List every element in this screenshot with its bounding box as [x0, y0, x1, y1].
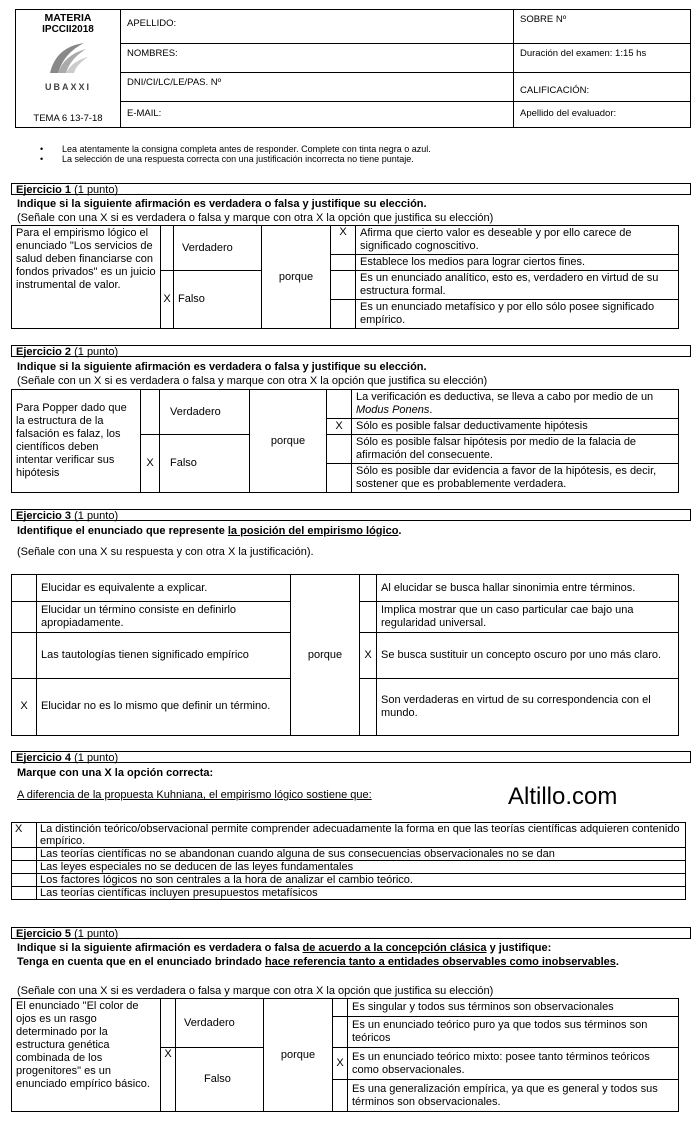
ex5-statement: El enunciado "El color de ojos es un rasgo determinado por la estructura genética combinada de los progenitores" es un enunciado empírico básico.	[12, 999, 161, 1112]
ex2-true-mark[interactable]	[141, 390, 160, 435]
ex3-left-option: Las tautologías tienen significado empírico	[37, 633, 291, 678]
ex5-prompt: Indique si la siguiente afirmación es verdadera o falsa de acuerdo a la concepción clásica y justifique:	[17, 942, 552, 954]
ex4-option-mark[interactable]	[12, 874, 37, 887]
ex4-option: Las teorías científicas no se abandonan cuando alguna de sus consecuencias observacionales no se dan	[37, 848, 686, 861]
ex5-option: Es singular y todos sus términos son observacionales	[348, 999, 679, 1017]
ex2-false-label: Falso	[160, 435, 250, 493]
ex3-table	[11, 574, 679, 736]
ex2-hint: (Señale con un X si es verdadera o falsa y marque con otra X la opción que justifica su elección)	[17, 375, 488, 387]
instructions	[40, 144, 431, 164]
ex4-option: Los factores lógicos no son centrales a la hora de analizar el cambio teórico.	[37, 874, 686, 887]
ex1-option: Es un enunciado metafísico y por ello sólo posee significado empírico.	[356, 300, 679, 329]
altillo-watermark: Altillo.com	[508, 783, 618, 810]
ex5-option-mark[interactable]	[333, 1016, 348, 1048]
ex3-title: Ejercicio 3	[16, 510, 72, 522]
materia-code: IPCCII2018	[42, 24, 94, 35]
ex2-table	[11, 389, 679, 493]
ex3-hint: (Señale con una X su respuesta y con otra X la justificación).	[17, 546, 314, 558]
ex4-option: La distinción teórico/observacional permite comprender adecuadamente la forma en que las teorías científicas adquieren contenido empírico.	[37, 823, 686, 848]
ex3-left-mark[interactable]	[12, 602, 37, 633]
ex1-option-mark[interactable]	[331, 255, 356, 271]
ex3-right-mark[interactable]	[360, 602, 377, 633]
dni-field[interactable]: DNI/CI/LC/LE/PAS. Nº	[121, 73, 514, 102]
ex2-false-mark[interactable]: X	[141, 435, 160, 493]
ex2-option: Sólo es posible falsar deductivamente hipótesis	[352, 419, 679, 435]
ex1-option: Es un enunciado analítico, esto es, verdadero en virtud de su estructura formal.	[356, 271, 679, 300]
ex4-title: Ejercicio 4	[16, 752, 72, 764]
ex3-title-bar: Ejercicio 3 (1 punto)	[11, 509, 691, 521]
ex3-right-option: Al elucidar se busca hallar sinonimia entre términos.	[377, 575, 679, 602]
ex5-option-mark[interactable]	[333, 999, 348, 1017]
ex5-option-mark[interactable]	[333, 1080, 348, 1112]
evaluador-field: Apellido del evaluador:	[514, 102, 691, 128]
ex5-true-label: Verdadero	[176, 999, 264, 1048]
ex2-option: Sólo es posible falsar hipótesis por medio de la falacia de afirmación del consecuente.	[352, 435, 679, 464]
apellido-field[interactable]: APELLIDO:	[121, 10, 514, 44]
ex1-true-mark[interactable]	[161, 226, 174, 271]
ex3-left-mark[interactable]: X	[12, 678, 37, 735]
ex2-option: Sólo es posible dar evidencia a favor de la hipótesis, es decir, sostener que es probablemente verdadera.	[352, 464, 679, 493]
ex3-left-option: Elucidar no es lo mismo que definir un término.	[37, 678, 291, 735]
ex5-false-mark[interactable]: X	[161, 1048, 176, 1112]
instruction-item: • La selección de una respuesta correcta con una justificación incorrecta no tiene puntaje.	[40, 154, 414, 164]
ex1-option-mark[interactable]	[331, 271, 356, 300]
calificacion-field: CALIFICACIÓN:	[514, 73, 691, 102]
ex5-hint: (Señale con una X si es verdadera o falsa y marque con otra X la opción que justifica su elección)	[17, 985, 494, 997]
ex5-table	[11, 998, 679, 1112]
ex1-porque: porque	[262, 226, 331, 329]
ex5-true-mark[interactable]	[161, 999, 176, 1048]
ex1-table	[11, 225, 679, 329]
ex1-false-mark[interactable]: X	[161, 271, 174, 329]
ex3-right-option: Se busca sustituir un concepto oscuro por uno más claro.	[377, 633, 679, 678]
ex2-option: La verificación es deductiva, se lleva a cabo por medio de un Modus Ponens.	[352, 390, 679, 419]
ex5-option-mark[interactable]: X	[333, 1048, 348, 1080]
duracion-label: Duración del examen: 1:15 hs	[514, 44, 691, 73]
nombres-field[interactable]: NOMBRES:	[121, 44, 514, 73]
ex4-lead: A diferencia de la propuesta Kuhniana, el empirismo lógico sostiene que:	[17, 789, 372, 801]
email-field[interactable]: E-MAIL:	[121, 102, 514, 128]
ex3-left-option: Elucidar es equivalente a explicar.	[37, 575, 291, 602]
ex4-prompt: Marque con una X la opción correcta:	[17, 767, 214, 779]
sobre-field[interactable]: SOBRE Nº	[514, 10, 691, 44]
ex1-title-bar: Ejercicio 1 (1 punto)	[11, 183, 691, 195]
ex4-option-mark[interactable]	[12, 848, 37, 861]
ex3-right-option: Implica mostrar que un caso particular cae bajo una regularidad universal.	[377, 602, 679, 633]
materia-label: MATERIA	[44, 12, 92, 24]
ex1-hint: (Señale con una X si es verdadera o falsa y marque con otra X la opción que justifica su elección)	[17, 212, 494, 224]
ex1-statement: Para el empirismo lógico el enunciado "Los servicios de salud deben financiarse con fondos privados" es un juicio instrumental de valor.	[12, 226, 161, 329]
ex1-option: Establece los medios para lograr ciertos fines.	[356, 255, 679, 271]
ex2-statement: Para Popper dado que la estructura de la falsación es falaz, los científicos deben intentar verificar sus hipótesis	[12, 390, 141, 493]
ex5-option: Es un enunciado teórico mixto: posee tanto términos teóricos como observacionales.	[348, 1048, 679, 1080]
ex2-option-mark[interactable]: X	[327, 419, 352, 435]
ex5-porque: porque	[264, 999, 333, 1112]
ex5-option: Es una generalización empírica, ya que es general y todos sus términos son observacionales.	[348, 1080, 679, 1112]
ex3-right-option: Son verdaderas en virtud de su correspondencia con el mundo.	[377, 678, 679, 735]
ex4-table	[11, 822, 686, 900]
ex1-option-mark[interactable]: X	[331, 226, 356, 255]
ex4-option: Las leyes especiales no se deducen de las leyes fundamentales	[37, 861, 686, 874]
ex2-title-bar: Ejercicio 2 (1 punto)	[11, 345, 691, 357]
ubaxxi-logo-icon	[46, 39, 90, 79]
ex3-left-option: Elucidar un término consiste en definirlo apropiadamente.	[37, 602, 291, 633]
ex5-option: Es un enunciado teórico puro ya que todos sus términos son teóricos	[348, 1016, 679, 1048]
ex5-title-bar: Ejercicio 5 (1 punto)	[11, 927, 691, 939]
ex3-left-mark[interactable]	[12, 633, 37, 678]
ex2-option-mark[interactable]	[327, 390, 352, 419]
ex5-prompt2: Tenga en cuenta que en el enunciado brindado hace referencia tanto a entidades observables como inobservables.	[17, 956, 619, 968]
ex1-option: Afirma que cierto valor es deseable y por ello carece de significado cognoscitivo.	[356, 226, 679, 255]
ex4-option-mark[interactable]: X	[12, 823, 37, 848]
ex3-right-mark[interactable]: X	[360, 633, 377, 678]
ex1-true-label: Verdadero	[174, 226, 262, 271]
ex2-option-mark[interactable]	[327, 464, 352, 493]
ex2-title: Ejercicio 2	[16, 346, 72, 358]
ex3-left-mark[interactable]	[12, 575, 37, 602]
ubaxxi-logo-text: UBAXXI	[44, 82, 91, 92]
ex1-title: Ejercicio 1	[16, 184, 72, 196]
ex3-right-mark[interactable]	[360, 678, 377, 735]
exam-header	[15, 9, 691, 128]
ex5-title: Ejercicio 5	[16, 928, 72, 940]
ex2-option-mark[interactable]	[327, 435, 352, 464]
ex3-right-mark[interactable]	[360, 575, 377, 602]
ex2-true-label: Verdadero	[160, 390, 250, 435]
ex1-option-mark[interactable]	[331, 300, 356, 329]
ex4-title-bar: Ejercicio 4 (1 punto)	[11, 751, 691, 763]
ex4-option: Las teorías científicas incluyen presupuestos metafísicos	[37, 887, 686, 900]
ex1-prompt: Indique si la siguiente afirmación es verdadera o falsa y justifique su elección.	[17, 198, 427, 210]
ex1-false-label: Falso	[174, 271, 262, 329]
ex2-prompt: Indique si la siguiente afirmación es verdadera o falsa y justifique su elección.	[17, 361, 427, 373]
ex4-option-mark[interactable]	[12, 861, 37, 874]
ex4-option-mark[interactable]	[12, 887, 37, 900]
ex3-porque: porque	[291, 575, 360, 736]
ex2-porque: porque	[250, 390, 327, 493]
subject-box	[16, 10, 121, 128]
ex5-false-label: Falso	[176, 1048, 264, 1112]
instruction-item: • Lea atentamente la consigna completa antes de responder. Complete con tinta negra o azul.	[40, 144, 431, 154]
ex3-prompt: Identifique el enunciado que represente la posición del empirismo lógico.	[17, 525, 402, 537]
tema-label: TEMA 6 13-7-18	[33, 113, 103, 124]
